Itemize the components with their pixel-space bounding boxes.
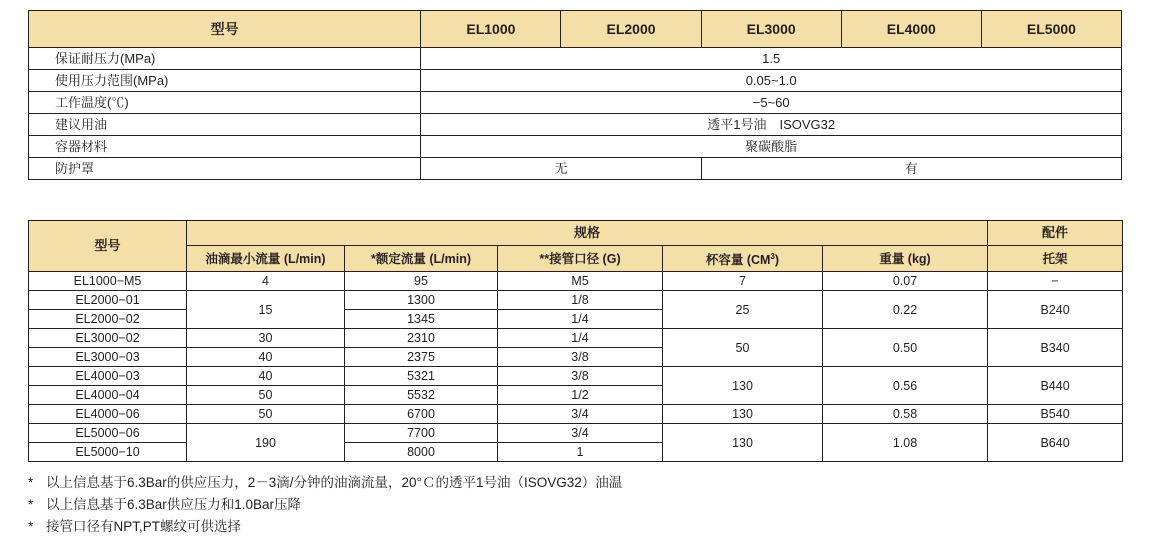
spec-header-el2000: EL2000: [561, 11, 701, 48]
model-header-cup-capacity: [663, 246, 823, 272]
model-port-size: M5: [498, 272, 663, 291]
spec-row-value-bowl-material: 聚碳酸脂: [421, 136, 1122, 158]
model-weight: 0.22: [823, 291, 988, 329]
model-name: EL3000−02: [29, 329, 187, 348]
spec-header-model: 型号: [29, 11, 421, 48]
model-name: EL4000−06: [29, 405, 187, 424]
model-rated-flow: 2375: [345, 348, 498, 367]
cup-capacity-exponent: 3: [770, 252, 775, 261]
model-bracket: B640: [988, 424, 1123, 462]
model-min-flow: 40: [187, 367, 345, 386]
footnote-marker: *: [28, 519, 34, 535]
model-weight: 0.07: [823, 272, 988, 291]
footnote-3-text: 接管口径有NPT,PT螺纹可供选择: [46, 519, 242, 535]
model-rated-flow: 95: [345, 272, 498, 291]
model-header-group-spec: 规格: [187, 221, 988, 246]
model-header-min-oil-flow: 油滴最小流量 (L/min): [187, 246, 345, 272]
table-row: [29, 70, 1122, 92]
model-port-size: 3/4: [498, 424, 663, 443]
table-row: [29, 424, 1123, 443]
model-name: EL4000−03: [29, 367, 187, 386]
model-rated-flow: 5532: [345, 386, 498, 405]
specification-table-body: [29, 48, 1122, 180]
model-bracket: B340: [988, 329, 1123, 367]
footnote-marker: *: [28, 497, 34, 513]
model-flow-table: [28, 220, 1123, 462]
model-flow-table-body: [29, 272, 1123, 462]
model-name: EL5000−06: [29, 424, 187, 443]
spec-header-el3000: EL3000: [701, 11, 841, 48]
footnotes: [28, 472, 1122, 538]
model-min-flow: 15: [187, 291, 345, 329]
footnote-2: [28, 494, 1122, 516]
spec-row-value-pressure-rating: 1.5: [421, 48, 1122, 70]
model-min-flow: 50: [187, 405, 345, 424]
table-row: [29, 136, 1122, 158]
spec-row-label-pressure-range: 使用压力范围(MPa): [29, 70, 421, 92]
specification-table-head: [29, 11, 1122, 48]
model-header-group-accessory: 配件: [988, 221, 1123, 246]
model-header-port-size: **接管口径 (G): [498, 246, 663, 272]
model-rated-flow: 1300: [345, 291, 498, 310]
model-cup-capacity: 25: [663, 291, 823, 329]
spec-row-value-temperature: −5~60: [421, 92, 1122, 114]
table-row: [29, 92, 1122, 114]
spec-row-label-bowl-material: 容器材料: [29, 136, 421, 158]
model-min-flow: 50: [187, 386, 345, 405]
model-rated-flow: 7700: [345, 424, 498, 443]
table-row: [29, 114, 1122, 136]
spec-row-label-pressure-rating: 保证耐压力(MPa): [29, 48, 421, 70]
model-bracket: −: [988, 272, 1123, 291]
model-weight: 0.58: [823, 405, 988, 424]
table-row: [29, 291, 1123, 310]
spec-row-label-guard: 防护罩: [29, 158, 421, 180]
spec-header-el1000: EL1000: [421, 11, 561, 48]
model-bracket: B540: [988, 405, 1123, 424]
model-name: EL4000−04: [29, 386, 187, 405]
model-bracket: B240: [988, 291, 1123, 329]
model-cup-capacity: 130: [663, 367, 823, 405]
spec-row-label-recommended-oil: 建议用油: [29, 114, 421, 136]
model-port-size: 3/4: [498, 405, 663, 424]
footnote-marker: *: [28, 475, 34, 491]
model-bracket: B440: [988, 367, 1123, 405]
spec-header-el4000: EL4000: [841, 11, 981, 48]
spec-header-el5000: EL5000: [981, 11, 1121, 48]
model-min-flow: 4: [187, 272, 345, 291]
model-rated-flow: 6700: [345, 405, 498, 424]
model-port-size: 1/4: [498, 310, 663, 329]
table-row: [29, 11, 1122, 48]
model-min-flow: 40: [187, 348, 345, 367]
footnote-3: [28, 516, 1122, 538]
table-row: [29, 329, 1123, 348]
model-flow-table-head: [29, 221, 1123, 272]
model-min-flow: 190: [187, 424, 345, 462]
spec-row-value-pressure-range: 0.05~1.0: [421, 70, 1122, 92]
spec-row-label-temperature: 工作温度(℃): [29, 92, 421, 114]
specification-table: [28, 10, 1122, 180]
spec-row-value-recommended-oil: 透平1号油 ISOVG32: [421, 114, 1122, 136]
spec-row-value-guard-yes: 有: [701, 158, 1121, 180]
model-name: EL2000−01: [29, 291, 187, 310]
footnote-1-text: 以上信息基于6.3Bar的供应压力，2－3滴/分钟的油滴流量，20°Ｃ的透平1号油（ISOVG32）油温: [46, 475, 623, 491]
table-row: [29, 405, 1123, 424]
spec-row-value-guard-none: 无: [421, 158, 701, 180]
model-port-size: 1/2: [498, 386, 663, 405]
model-rated-flow: 2310: [345, 329, 498, 348]
model-rated-flow: 5321: [345, 367, 498, 386]
model-header-bracket: 托架: [988, 246, 1123, 272]
model-port-size: 1/4: [498, 329, 663, 348]
model-port-size: 1/8: [498, 291, 663, 310]
model-weight: 1.08: [823, 424, 988, 462]
model-port-size: 3/8: [498, 367, 663, 386]
model-name: EL5000−10: [29, 443, 187, 462]
model-port-size: 1: [498, 443, 663, 462]
model-name: EL3000−03: [29, 348, 187, 367]
table-row: [29, 221, 1123, 246]
table-row: [29, 48, 1122, 70]
model-weight: 0.56: [823, 367, 988, 405]
model-name: EL2000−02: [29, 310, 187, 329]
model-rated-flow: 1345: [345, 310, 498, 329]
table-row: [29, 367, 1123, 386]
model-header-model: 型号: [29, 221, 187, 272]
model-weight: 0.50: [823, 329, 988, 367]
model-rated-flow: 8000: [345, 443, 498, 462]
table-row: [29, 246, 1123, 272]
model-cup-capacity: 130: [663, 405, 823, 424]
cup-capacity-label: 杯容量 (CM: [705, 253, 771, 268]
model-name: EL1000−M5: [29, 272, 187, 291]
model-header-weight: 重量 (kg): [823, 246, 988, 272]
table-row: [29, 272, 1123, 291]
model-port-size: 3/8: [498, 348, 663, 367]
model-cup-capacity: 50: [663, 329, 823, 367]
table-spacer: [28, 180, 1122, 220]
model-header-rated-flow: *额定流量 (L/min): [345, 246, 498, 272]
footnote-1: [28, 472, 1122, 494]
cup-capacity-close: ): [774, 253, 780, 268]
table-row: [29, 158, 1122, 180]
model-cup-capacity: 130: [663, 424, 823, 462]
footnote-2-text: 以上信息基于6.3Bar供应压力和1.0Bar压降: [46, 497, 302, 513]
model-cup-capacity: 7: [663, 272, 823, 291]
model-min-flow: 30: [187, 329, 345, 348]
